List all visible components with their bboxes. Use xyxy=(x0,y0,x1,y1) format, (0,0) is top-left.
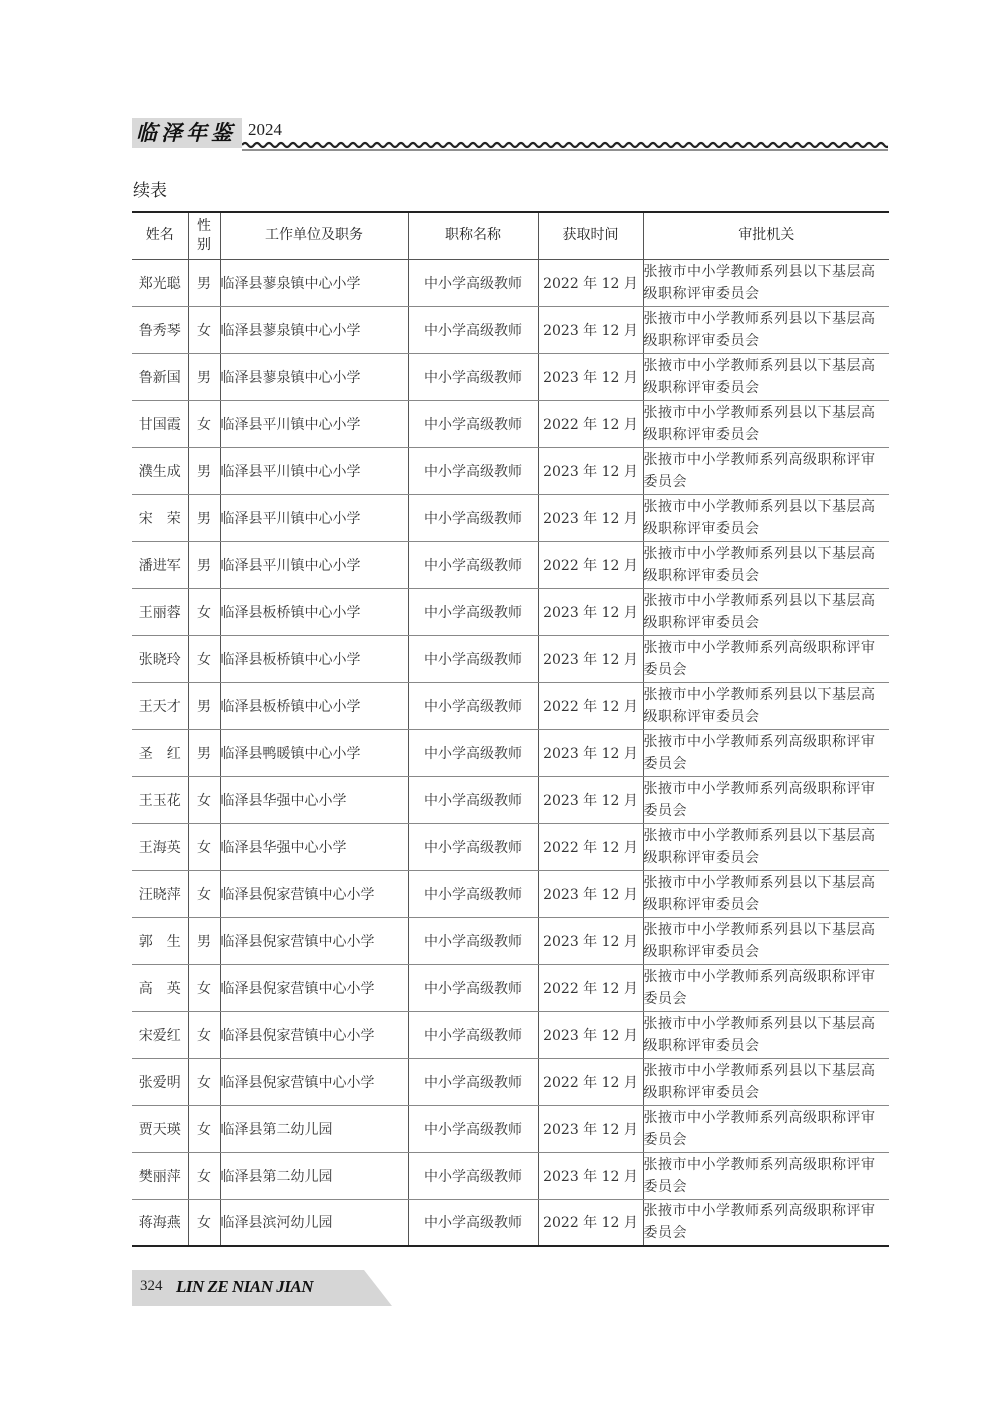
cell-name: 樊丽萍 xyxy=(132,1152,188,1199)
cell-gender: 男 xyxy=(188,353,220,400)
cell-gender: 男 xyxy=(188,447,220,494)
cell-approver: 张掖市中小学教师系列县以下基层高级职称评审委员会 xyxy=(643,588,889,635)
cell-unit: 临泽县华强中心小学 xyxy=(220,776,408,823)
cell-date: 2023 年 12 月 xyxy=(538,447,643,494)
table-row xyxy=(132,964,889,1011)
cell-name: 甘国霞 xyxy=(132,400,188,447)
cell-title: 中小学高级教师 xyxy=(408,964,538,1011)
cell-approver: 张掖市中小学教师系列县以下基层高级职称评审委员会 xyxy=(643,1011,889,1058)
cell-gender: 女 xyxy=(188,1058,220,1105)
table-row xyxy=(132,259,889,306)
cell-title: 中小学高级教师 xyxy=(408,776,538,823)
cell-date: 2022 年 12 月 xyxy=(538,259,643,306)
table-row xyxy=(132,1105,889,1152)
cell-name: 宋 荣 xyxy=(132,494,188,541)
cell-date: 2023 年 12 月 xyxy=(538,776,643,823)
cell-approver: 张掖市中小学教师系列县以下基层高级职称评审委员会 xyxy=(643,259,889,306)
cell-gender: 男 xyxy=(188,729,220,776)
cell-unit: 临泽县第二幼儿园 xyxy=(220,1152,408,1199)
cell-unit: 临泽县滨河幼儿园 xyxy=(220,1199,408,1246)
cell-name: 圣 红 xyxy=(132,729,188,776)
yearbook-logo: 临泽年鉴 xyxy=(132,118,242,148)
section-title: 续表 xyxy=(133,181,167,201)
cell-title: 中小学高级教师 xyxy=(408,1199,538,1246)
cell-unit: 临泽县华强中心小学 xyxy=(220,823,408,870)
publication-name: LIN ZE NIAN JIAN xyxy=(176,1277,313,1296)
cell-name: 张晓玲 xyxy=(132,635,188,682)
teacher-title-table xyxy=(132,211,889,1247)
cell-approver: 张掖市中小学教师系列高级职称评审委员会 xyxy=(643,635,889,682)
cell-date: 2022 年 12 月 xyxy=(538,541,643,588)
cell-approver: 张掖市中小学教师系列县以下基层高级职称评审委员会 xyxy=(643,400,889,447)
cell-title: 中小学高级教师 xyxy=(408,823,538,870)
table-row xyxy=(132,823,889,870)
cell-title: 中小学高级教师 xyxy=(408,682,538,729)
cell-unit: 临泽县第二幼儿园 xyxy=(220,1105,408,1152)
cell-name: 汪晓萍 xyxy=(132,870,188,917)
cell-title: 中小学高级教师 xyxy=(408,447,538,494)
cell-date: 2023 年 12 月 xyxy=(538,870,643,917)
cell-title: 中小学高级教师 xyxy=(408,635,538,682)
cell-gender: 女 xyxy=(188,776,220,823)
cell-gender: 女 xyxy=(188,1199,220,1246)
cell-approver: 张掖市中小学教师系列高级职称评审委员会 xyxy=(643,447,889,494)
cell-title: 中小学高级教师 xyxy=(408,917,538,964)
cell-date: 2022 年 12 月 xyxy=(538,1199,643,1246)
cell-gender: 女 xyxy=(188,588,220,635)
cell-name: 高 英 xyxy=(132,964,188,1011)
header-approver: 审批机关 xyxy=(643,212,889,259)
cell-title: 中小学高级教师 xyxy=(408,1058,538,1105)
table-row xyxy=(132,635,889,682)
header-unit: 工作单位及职务 xyxy=(220,212,408,259)
cell-date: 2022 年 12 月 xyxy=(538,823,643,870)
cell-unit: 临泽县倪家营镇中心小学 xyxy=(220,1058,408,1105)
cell-date: 2023 年 12 月 xyxy=(538,1105,643,1152)
cell-date: 2023 年 12 月 xyxy=(538,729,643,776)
cell-date: 2023 年 12 月 xyxy=(538,353,643,400)
page-header xyxy=(132,116,888,152)
cell-name: 王玉花 xyxy=(132,776,188,823)
cell-title: 中小学高级教师 xyxy=(408,1105,538,1152)
cell-gender: 女 xyxy=(188,635,220,682)
cell-approver: 张掖市中小学教师系列高级职称评审委员会 xyxy=(643,964,889,1011)
table-row xyxy=(132,776,889,823)
cell-title: 中小学高级教师 xyxy=(408,306,538,353)
cell-approver: 张掖市中小学教师系列县以下基层高级职称评审委员会 xyxy=(643,306,889,353)
cell-date: 2022 年 12 月 xyxy=(538,964,643,1011)
table-row xyxy=(132,494,889,541)
header-name: 姓名 xyxy=(132,212,188,259)
cell-name: 王天才 xyxy=(132,682,188,729)
cell-approver: 张掖市中小学教师系列县以下基层高级职称评审委员会 xyxy=(643,494,889,541)
cell-gender: 男 xyxy=(188,682,220,729)
cell-unit: 临泽县倪家营镇中心小学 xyxy=(220,917,408,964)
cell-unit: 临泽县蓼泉镇中心小学 xyxy=(220,259,408,306)
cell-title: 中小学高级教师 xyxy=(408,259,538,306)
cell-approver: 张掖市中小学教师系列县以下基层高级职称评审委员会 xyxy=(643,917,889,964)
page-number: 324 xyxy=(140,1278,163,1294)
table-row xyxy=(132,1152,889,1199)
table-row xyxy=(132,588,889,635)
cell-gender: 男 xyxy=(188,259,220,306)
cell-name: 王丽蓉 xyxy=(132,588,188,635)
table-row xyxy=(132,353,889,400)
cell-date: 2023 年 12 月 xyxy=(538,1011,643,1058)
cell-title: 中小学高级教师 xyxy=(408,588,538,635)
cell-unit: 临泽县蓼泉镇中心小学 xyxy=(220,306,408,353)
page-footer xyxy=(132,1270,394,1306)
cell-name: 濮生成 xyxy=(132,447,188,494)
cell-date: 2023 年 12 月 xyxy=(538,494,643,541)
cell-unit: 临泽县倪家营镇中心小学 xyxy=(220,1011,408,1058)
table-header-row xyxy=(132,212,889,259)
cell-approver: 张掖市中小学教师系列高级职称评审委员会 xyxy=(643,1105,889,1152)
table-row xyxy=(132,1011,889,1058)
cell-title: 中小学高级教师 xyxy=(408,1011,538,1058)
cell-gender: 女 xyxy=(188,823,220,870)
cell-name: 郑光聪 xyxy=(132,259,188,306)
cell-name: 潘进军 xyxy=(132,541,188,588)
cell-unit: 临泽县平川镇中心小学 xyxy=(220,447,408,494)
cell-title: 中小学高级教师 xyxy=(408,729,538,776)
header-gender-label: 性别 xyxy=(197,217,211,253)
cell-unit: 临泽县蓼泉镇中心小学 xyxy=(220,353,408,400)
table-row xyxy=(132,870,889,917)
cell-gender: 女 xyxy=(188,1105,220,1152)
cell-approver: 张掖市中小学教师系列高级职称评审委员会 xyxy=(643,776,889,823)
cell-date: 2022 年 12 月 xyxy=(538,400,643,447)
table-row xyxy=(132,1058,889,1105)
cell-date: 2023 年 12 月 xyxy=(538,917,643,964)
cell-gender: 女 xyxy=(188,870,220,917)
cell-date: 2023 年 12 月 xyxy=(538,588,643,635)
cell-unit: 临泽县板桥镇中心小学 xyxy=(220,682,408,729)
cell-title: 中小学高级教师 xyxy=(408,1152,538,1199)
cell-date: 2022 年 12 月 xyxy=(538,682,643,729)
cell-unit: 临泽县倪家营镇中心小学 xyxy=(220,964,408,1011)
cell-approver: 张掖市中小学教师系列县以下基层高级职称评审委员会 xyxy=(643,682,889,729)
cell-approver: 张掖市中小学教师系列县以下基层高级职称评审委员会 xyxy=(643,1058,889,1105)
cell-title: 中小学高级教师 xyxy=(408,494,538,541)
header-wave-rule xyxy=(242,138,888,152)
table-row xyxy=(132,729,889,776)
header-title: 职称名称 xyxy=(408,212,538,259)
cell-name: 贾天瑛 xyxy=(132,1105,188,1152)
cell-approver: 张掖市中小学教师系列高级职称评审委员会 xyxy=(643,1199,889,1246)
header-date: 获取时间 xyxy=(538,212,643,259)
header-gender xyxy=(188,212,220,259)
cell-gender: 女 xyxy=(188,1152,220,1199)
table-row xyxy=(132,1199,889,1246)
cell-name: 蒋海燕 xyxy=(132,1199,188,1246)
cell-gender: 女 xyxy=(188,400,220,447)
cell-unit: 临泽县板桥镇中心小学 xyxy=(220,588,408,635)
cell-name: 张爱明 xyxy=(132,1058,188,1105)
header-year: 2024 xyxy=(248,120,282,139)
cell-name: 郭 生 xyxy=(132,917,188,964)
cell-unit: 临泽县平川镇中心小学 xyxy=(220,400,408,447)
cell-date: 2023 年 12 月 xyxy=(538,635,643,682)
cell-approver: 张掖市中小学教师系列县以下基层高级职称评审委员会 xyxy=(643,353,889,400)
table-row xyxy=(132,682,889,729)
table-body xyxy=(132,259,889,1246)
table-row xyxy=(132,306,889,353)
cell-unit: 临泽县倪家营镇中心小学 xyxy=(220,870,408,917)
cell-name: 宋爱红 xyxy=(132,1011,188,1058)
table-row xyxy=(132,400,889,447)
cell-date: 2023 年 12 月 xyxy=(538,1152,643,1199)
cell-title: 中小学高级教师 xyxy=(408,353,538,400)
cell-gender: 女 xyxy=(188,964,220,1011)
cell-gender: 男 xyxy=(188,917,220,964)
cell-approver: 张掖市中小学教师系列县以下基层高级职称评审委员会 xyxy=(643,870,889,917)
cell-name: 鲁秀琴 xyxy=(132,306,188,353)
table-row xyxy=(132,541,889,588)
cell-unit: 临泽县板桥镇中心小学 xyxy=(220,635,408,682)
cell-date: 2022 年 12 月 xyxy=(538,1058,643,1105)
cell-title: 中小学高级教师 xyxy=(408,541,538,588)
cell-approver: 张掖市中小学教师系列高级职称评审委员会 xyxy=(643,1152,889,1199)
cell-title: 中小学高级教师 xyxy=(408,400,538,447)
cell-name: 王海英 xyxy=(132,823,188,870)
cell-date: 2023 年 12 月 xyxy=(538,306,643,353)
cell-gender: 女 xyxy=(188,306,220,353)
cell-name: 鲁新国 xyxy=(132,353,188,400)
cell-unit: 临泽县平川镇中心小学 xyxy=(220,541,408,588)
table-row xyxy=(132,447,889,494)
cell-approver: 张掖市中小学教师系列高级职称评审委员会 xyxy=(643,729,889,776)
cell-gender: 女 xyxy=(188,1011,220,1058)
cell-unit: 临泽县平川镇中心小学 xyxy=(220,494,408,541)
cell-gender: 男 xyxy=(188,541,220,588)
cell-approver: 张掖市中小学教师系列县以下基层高级职称评审委员会 xyxy=(643,541,889,588)
cell-approver: 张掖市中小学教师系列县以下基层高级职称评审委员会 xyxy=(643,823,889,870)
table-row xyxy=(132,917,889,964)
cell-title: 中小学高级教师 xyxy=(408,870,538,917)
cell-gender: 男 xyxy=(188,494,220,541)
cell-unit: 临泽县鸭暖镇中心小学 xyxy=(220,729,408,776)
